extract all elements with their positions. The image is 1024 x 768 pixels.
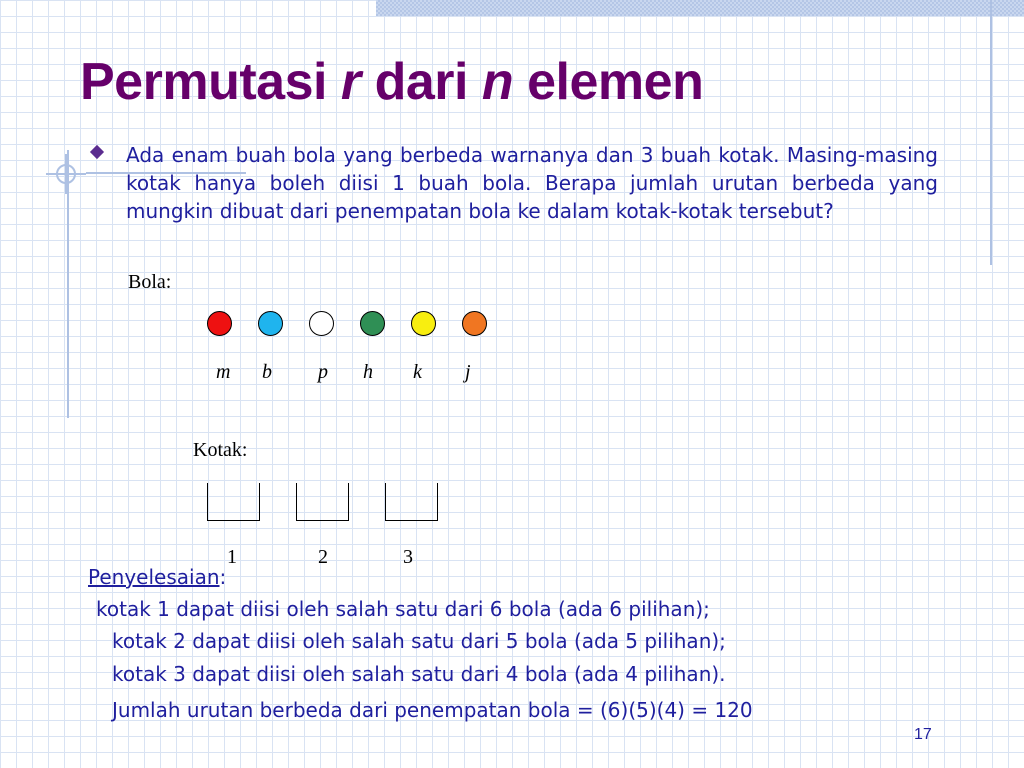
title-part-1: Permutasi bbox=[80, 53, 341, 111]
box-3 bbox=[385, 483, 438, 521]
box-1 bbox=[207, 483, 260, 521]
decorative-right-line bbox=[990, 0, 992, 265]
balls-label: Bola: bbox=[128, 271, 172, 293]
solution-line-2: kotak 2 dapat diisi oleh salah satu dari 5 bola (ada 5 pilihan); bbox=[112, 629, 726, 653]
ball-letter-m: m bbox=[216, 361, 231, 383]
ball-letter-b: b bbox=[262, 361, 272, 383]
ball-yellow bbox=[411, 311, 436, 336]
title-part-2: dari bbox=[360, 53, 482, 111]
ball-cyan bbox=[258, 311, 283, 336]
ball-green bbox=[360, 311, 385, 336]
ball-letter-p: p bbox=[318, 361, 328, 383]
solution-line-3: kotak 3 dapat diisi oleh salah satu dari 4 bola (ada 4 pilihan). bbox=[112, 662, 726, 686]
solution-heading-text: Penyelesaian bbox=[88, 565, 220, 589]
ball-red bbox=[207, 311, 232, 336]
solution-line-1: kotak 1 dapat diisi oleh salah satu dari 6 bola (ada 6 pilihan); bbox=[96, 597, 710, 621]
box-number-3: 3 bbox=[403, 546, 413, 568]
title-part-3: elemen bbox=[513, 53, 704, 111]
page-number: 17 bbox=[914, 726, 932, 743]
ball-orange bbox=[462, 311, 487, 336]
box-number-2: 2 bbox=[318, 546, 328, 568]
title-var-n: n bbox=[481, 53, 514, 111]
solution-heading bbox=[88, 565, 226, 589]
crosshair-icon bbox=[46, 154, 86, 194]
title-var-r: r bbox=[340, 53, 361, 111]
boxes-label: Kotak: bbox=[193, 439, 248, 461]
ball-letter-j: j bbox=[465, 361, 471, 383]
ball-white bbox=[309, 311, 334, 336]
decorative-top-band bbox=[376, 0, 1024, 16]
box-2 bbox=[296, 483, 349, 521]
slide-title bbox=[80, 52, 703, 112]
ball-letter-k: k bbox=[413, 361, 422, 383]
question-text: Ada enam buah bola yang berbeda warnanya dan 3 buah kotak. Masing-masing kotak hanya boleh diisi 1 buah bola. Berapa jumlah urutan berbeda yang mungkin dibuat dari penempatan bola ke dalam kotak-kotak tersebut? bbox=[126, 143, 938, 223]
solution-heading-colon: : bbox=[219, 565, 227, 589]
solution-line-4: Jumlah urutan berbeda dari penempatan bola = (6)(5)(4) = 120 bbox=[112, 698, 753, 722]
ball-letter-h: h bbox=[363, 361, 373, 383]
box-number-1: 1 bbox=[227, 546, 237, 568]
diamond-bullet-icon bbox=[90, 145, 104, 159]
